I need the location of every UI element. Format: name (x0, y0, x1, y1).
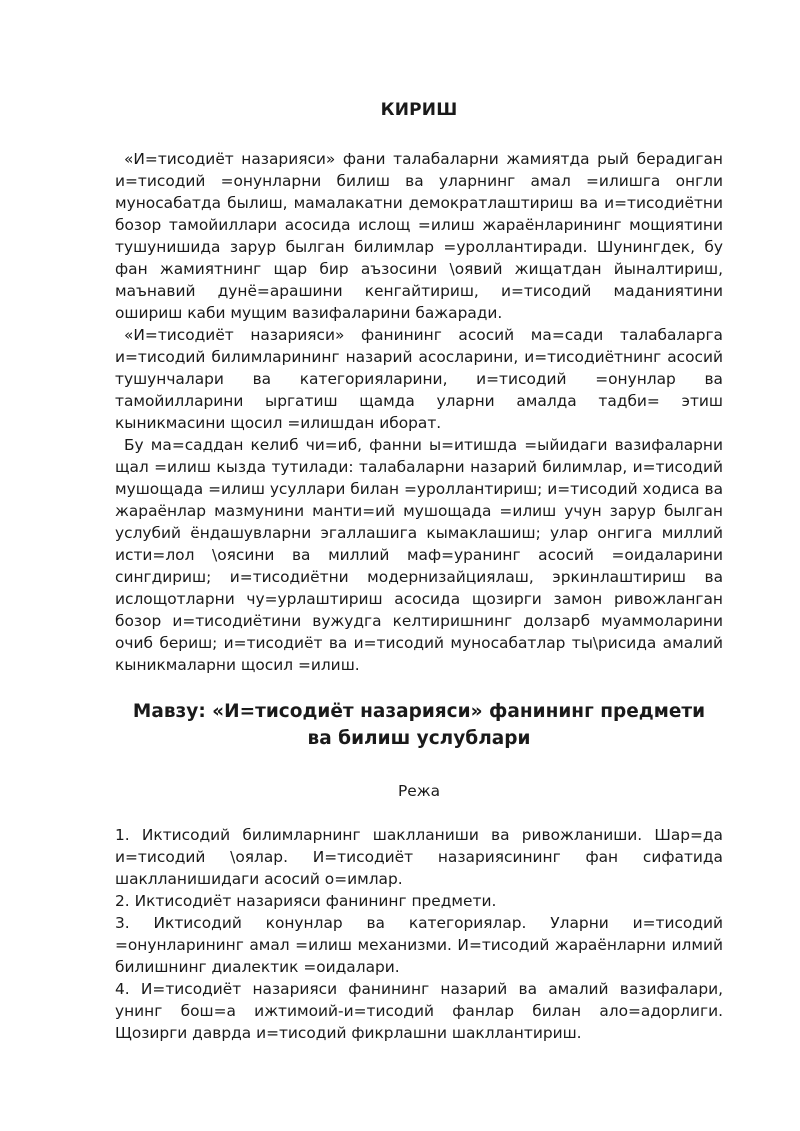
topic-heading: Мавзу: «И=тисодиёт назарияси» фанининг предмети ва билиш услублари (132, 701, 706, 749)
plan-heading: Режа (397, 782, 441, 800)
intro-paragraph-1: «И=тисодиёт назарияси» фани талабаларни жамиятда рый берадиган и=тисодий =онунларни билиш ва уларнинг амал =илишга онгли муносабатда былиш, мамалакатни демократлаштириш ва и=тисодиётни бозор тамойиллари асосида ислощ =илиш жараёнларининг мощиятини тушунишида зарур былган билимлар =уроллантиради. Шунингдек, бу фан жамиятнинг щар бир аъзосини \оявий жищатдан йыналтириш, маънавий дунё=арашини кенгайтириш, и=тисодий маданиятини ошириш каби мущим вазифаларини бажаради. (115, 150, 723, 322)
intro-paragraph-3: Бу ма=саддан келиб чи=иб, фанни ы=итишда =ыйидаги вазифаларни щал =илиш кызда тутилади: талабаларни назарий билимлар, и=тисодий мушощада =илиш усуллари билан =уроллантириш; и=тисодий ходиса ва жараёнлар мазмунини манти=ий мушощада =илиш учун зарур былган услубий ёндашувларни эгаллашига кымаклашиш; улар онгига миллий исти=лол \оясини ва миллий маф=уранинг асосий =оидаларини сингдириш; и=тисодиётни модернизайциялаш, эркинлаштириш ва ислощотларни чу=урлаштириш асосида щозирги замон ривожланган бозор и=тисодиётини вужудга келтиришнинг долзарб муаммоларини очиб бериш; и=тисодиёт ва и=тисодий муносабатлар ты\рисида амалий кыникмаларни щосил =илиш. (115, 436, 723, 674)
plan-item-4: 4. И=тисодиёт назарияси фанининг назарий ва амалий вазифалари, унинг бош=а ижтимоий-и=тисодий фанлар билан ало=адорлиги. Щозирги даврда и=тисодий фикрлашни шакллантириш. (115, 980, 723, 1042)
plan-item-1: 1. Иктисодий билимларнинг шаклланиши ва ривожланиши. Шар=да и=тисодий \оялар. И=тисодиёт назариясининг фан сифатида шаклланишидаги асосий о=имлар. (115, 826, 723, 888)
plan-item-3: 3. Иктисодий конунлар ва категориялар. Уларни и=тисодий =онунларининг амал =илиш механизми. И=тисодий жараёнларни илмий билишнинг диалектик =оидалари. (115, 914, 723, 976)
plan-item-2: 2. Иктисодиёт назарияси фанининг предмети. (115, 892, 497, 910)
document-page (115, 100, 723, 1044)
page-title: КИРИШ (380, 100, 458, 120)
intro-paragraph-2: «И=тисодиёт назарияси» фанининг асосий ма=сади талабаларга и=тисодий билимларининг назарий асосларини, и=тисодиётнинг асосий тушунчалари ва категорияларини, и=тисодий =онунлар ва тамойилларини ыргатиш щамда уларни амалда тадби= этиш кыникмасини щосил =илишдан иборат. (115, 326, 723, 432)
